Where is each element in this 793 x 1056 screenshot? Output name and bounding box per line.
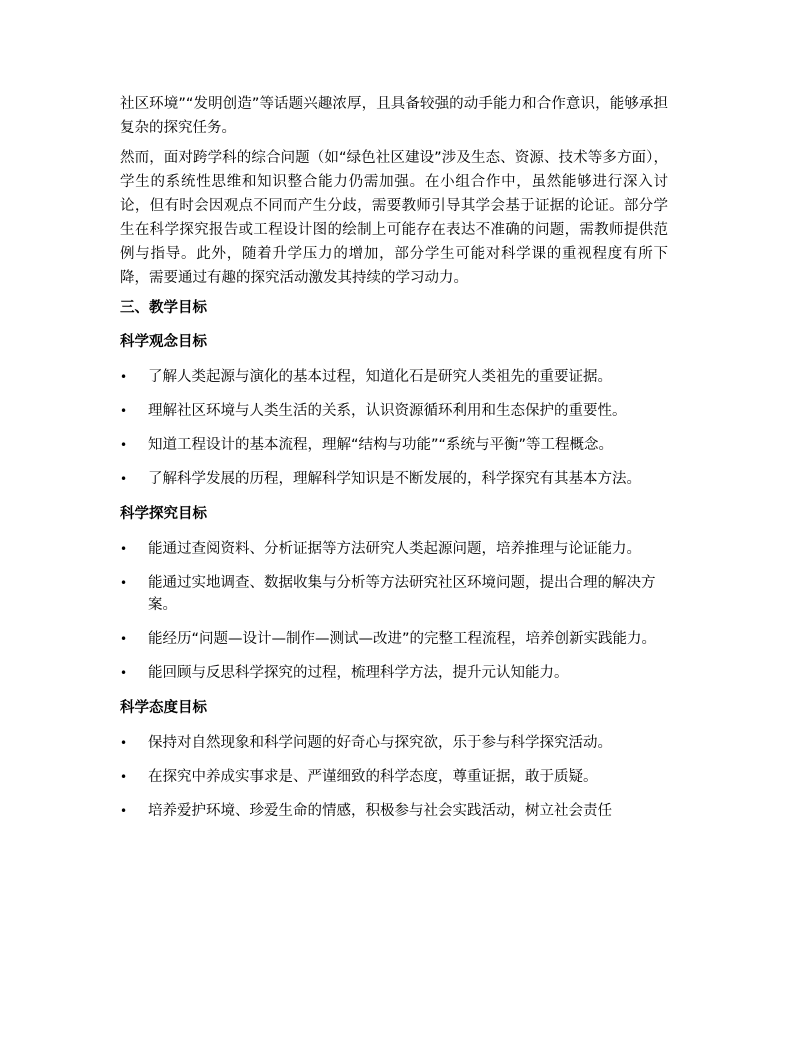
paragraph-student-interest: 社区环境”“发明创造”等话题兴趣浓厚，且具备较强的动手能力和合作意识，能够承担复杂的探究任务。	[120, 96, 668, 136]
bullet-icon: •	[120, 576, 128, 590]
list-item-text: 知道工程设计的基本流程，理解“结构与功能”“系统与平衡”等工程概念。	[148, 437, 614, 453]
bullet-list-science-concept	[120, 366, 668, 490]
bullet-icon: •	[120, 770, 128, 784]
list-item	[120, 662, 668, 684]
bullet-icon: •	[120, 404, 128, 418]
paragraph-student-challenges: 然而，面对跨学科的综合问题（如“绿色社区建设”涉及生态、资源、技术等多方面），学生的系统性思维和知识整合能力仍需加强。在小组合作中，虽然能够进行深入讨论，但有时会因观点不同而产生分歧，需要教师引导其学会基于证据的论证。部分学生在科学探究报告或工程设计图的绘制上可能存在表达不准确的问题，需教师提供范例与指导。此外，随着升学压力的增加，部分学生可能对科学课的重视程度有所下降，需要通过有趣的探究活动激发其持续的学习动力。	[120, 150, 668, 286]
list-item	[120, 572, 668, 616]
list-item-text: 保持对自然现象和科学问题的好奇心与探究欲，乐于参与科学探究活动。	[148, 735, 612, 751]
list-item	[120, 400, 668, 422]
list-item	[120, 468, 668, 490]
list-item	[120, 366, 668, 388]
list-item	[120, 434, 668, 456]
bullet-icon: •	[120, 542, 128, 556]
list-item-text: 能通过实地调查、数据收集与分析等方法研究社区环境问题，提出合理的解决方案。	[148, 575, 656, 613]
list-item	[120, 800, 668, 822]
bullet-icon: •	[120, 666, 128, 680]
bullet-icon: •	[120, 438, 128, 452]
bullet-list-science-inquiry	[120, 538, 668, 684]
subheading-science-attitude: 科学态度目标	[120, 700, 207, 716]
bullet-list-science-attitude	[120, 732, 668, 822]
list-item-text: 能回顾与反思科学探究的过程，梳理科学方法，提升元认知能力。	[148, 665, 569, 681]
bullet-icon: •	[120, 736, 128, 750]
subheading-science-concept: 科学观念目标	[120, 334, 207, 350]
document-page	[120, 92, 668, 834]
list-item-text: 能经历“问题—设计—制作—测试—改进”的完整工程流程，培养创新实践能力。	[148, 631, 657, 647]
list-item	[120, 732, 668, 754]
list-item-text: 了解科学发展的历程，理解科学知识是不断发展的，科学探究有其基本方法。	[148, 471, 641, 487]
subheading-science-inquiry: 科学探究目标	[120, 506, 207, 522]
list-item	[120, 628, 668, 650]
bullet-icon: •	[120, 804, 128, 818]
section-heading-teaching-goals: 三、教学目标	[120, 300, 207, 316]
list-item-text: 在探究中养成实事求是、严谨细致的科学态度，尊重证据，敢于质疑。	[148, 769, 598, 785]
bullet-icon: •	[120, 632, 128, 646]
bullet-icon: •	[120, 370, 128, 384]
list-item-text: 理解社区环境与人类生活的关系，认识资源循环利用和生态保护的重要性。	[148, 403, 627, 419]
bullet-icon: •	[120, 472, 128, 486]
list-item-text: 了解人类起源与演化的基本过程，知道化石是研究人类祖先的重要证据。	[148, 369, 612, 385]
list-item-text: 培养爱护环境、珍爱生命的情感，积极参与社会实践活动，树立社会责任	[148, 803, 612, 819]
list-item	[120, 766, 668, 788]
list-item	[120, 538, 668, 560]
list-item-text: 能通过查阅资料、分析证据等方法研究人类起源问题，培养推理与论证能力。	[148, 541, 641, 557]
